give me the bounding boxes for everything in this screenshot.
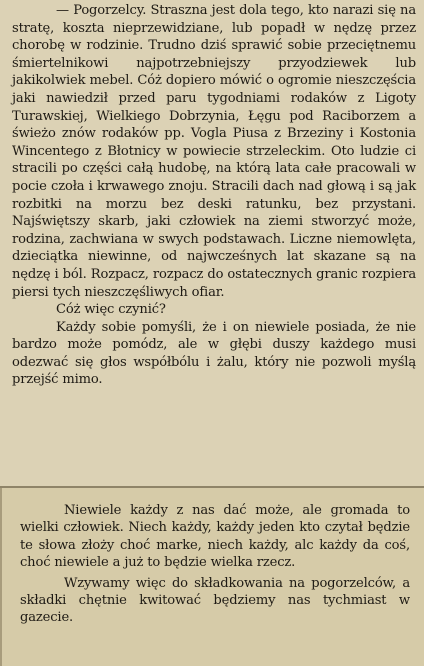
- appeal-paragraph: Niewiele każdy z nas dać może, ale gromada to wielki człowiek. Niech każdy, każdy jeden kto czytał będzie te słowa złoży choć marke, niech każdy, alc każdy da coś, choć niewiele a już to będzie wielka rzecz.: [20, 503, 410, 571]
- article-paragraph: — Pogorzelcy. Straszna jest dola tego, kto narazi się na stratę, koszta nieprzewidziane, lub popadł w nędzę przez chorobę w rodzinie. Trudno dziś sprawić sobie przeciętnemu śmiertelnikowi najpotrzebniejszy przyodziewek lub jakikolwiek mebel. Cóż dopiero mówić o ogromie nieszczęścia jaki nawiedził przed paru tygodniami rodaków z Ligoty Turawskiej, Wielkiego Dobrzynia, Łęgu pod Raciborzem a świeżo znów rodaków pp. Vogla Piusa z Brzeziny i Kostonia Wincentego z Błotnicy w powiecie strzeleckim. Oto ludzie ci stracili po części całą hudobę, na którą lata całe pracowali w pocie czoła i krwawego znoju. Stracili dach nad głową i są jak rozbitki na morzu bez deski ratunku, bez przystani. Najświętszy skarb, jaki człowiek na ziemi stworzyć może, rodzina, zachwiana w swych podstawach. Liczne niemowlęta, dzieciątka niewinne, od najwcześnych lat skazane są na nędzę i ból. Rozpacz, rozpacz do ostatecznych granic rozpiera piersi tych nieszczęśliwych ofiar.: [12, 3, 416, 300]
- article-paragraph: Cóż więc czynić?: [56, 302, 166, 318]
- appeal-section: [0, 488, 424, 666]
- article-paragraph: Każdy sobie pomyśli, że i on niewiele posiada, że nie bardzo może pomódz, ale w głębi duszy każdego musi odezwać się głos współbólu i żalu, który nie pozwoli myślą przejść mimo.: [12, 319, 416, 388]
- appeal-paragraph: Wzywamy więc do składkowania na pogorzelców, a składki chętnie kwitować będziemy nas tychmiast w gazecie.: [20, 575, 410, 626]
